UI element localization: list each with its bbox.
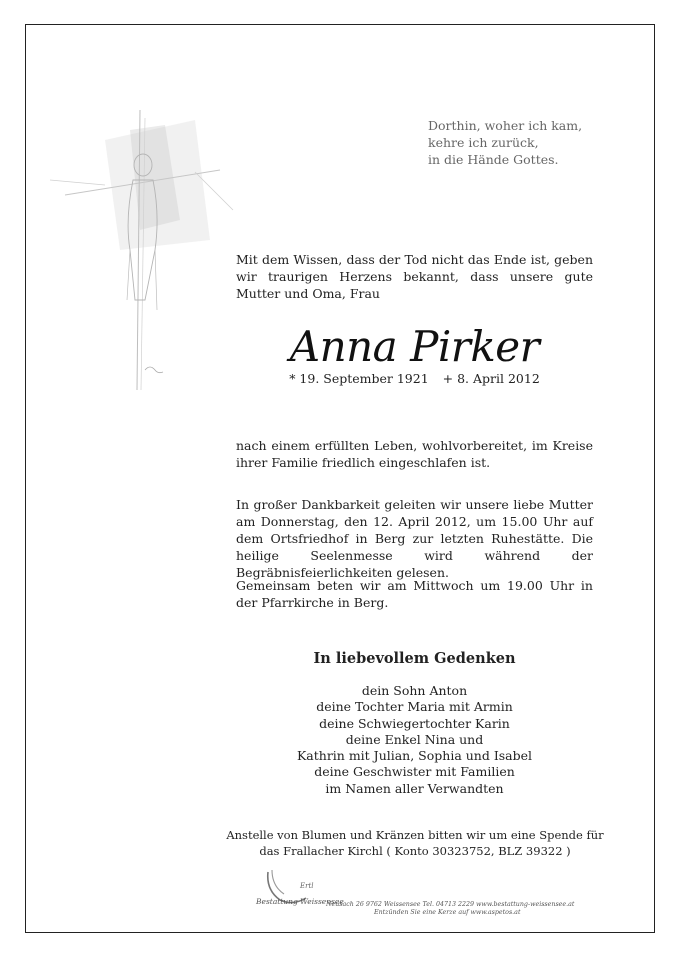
life-dates: [236, 370, 593, 387]
crucifix-sketch: [45, 100, 235, 400]
mourner-line: deine Tochter Maria mit Armin: [316, 699, 513, 715]
funeral-text: In großer Dankbarkeit geleiten wir unsere liebe Mutter am Donnerstag, den 12. April 2012, um 15.00 Uhr auf dem Ortsfriedhof in Berg zur letzten Ruhestätte. Die heilige Seelenmesse wird während der Begräbnisfeierlichkeiten gelesen.: [236, 497, 593, 580]
motto-quote: [428, 117, 648, 168]
donation-line: das Frallacher Kirchl ( Konto 30323752, BLZ 39322 ): [259, 844, 571, 858]
birth-date: * 19. September 1921: [289, 371, 429, 386]
prayer-text: Gemeinsam beten wir am Mittwoch um 19.00 Uhr in der Pfarrkirche in Berg.: [236, 578, 593, 610]
logo-text: Bestattung Weissensee: [256, 897, 344, 906]
mourner-line: deine Schwiegertochter Karin: [319, 715, 510, 731]
donation-line: Anstelle von Blumen und Kränzen bitten wir um eine Spende für: [226, 828, 604, 842]
mourner-line: deine Geschwister mit Familien: [314, 764, 515, 780]
motto-line: Dorthin, woher ich kam,: [428, 118, 583, 133]
motto-line: kehre ich zurück,: [428, 135, 539, 150]
contact-address: Neusach 26 9762 Weissensee Tel. 04713 2229 www.bestattung-weissensee.at: [326, 901, 575, 908]
motto-line: in die Hände Gottes.: [428, 152, 559, 167]
mourner-line: deine Enkel Nina und: [345, 731, 484, 747]
mourners-list: [236, 683, 593, 797]
contact-info: [326, 901, 574, 917]
logo-signature: Ertl: [300, 882, 314, 890]
donation-note: [210, 827, 620, 859]
death-date: + 8. April 2012: [442, 371, 540, 386]
deceased-name: Anna Pirker: [289, 322, 540, 371]
intro-text: Mit dem Wissen, dass der Tod nicht das Ende ist, geben wir traurigen Herzens bekannt, dass unsere gute Mutter und Oma, Frau: [236, 252, 593, 301]
life-text: nach einem erfüllten Leben, wohlvorbereitet, im Kreise ihrer Familie friedlich eingeschlafen ist.: [236, 438, 593, 470]
mourner-line: im Namen aller Verwandten: [325, 780, 504, 796]
mourner-line: Kathrin mit Julian, Sophia und Isabel: [296, 748, 533, 764]
contact-candle-link: Entzünden Sie eine Kerze auf www.aspetos.at: [374, 909, 521, 916]
mourner-line: dein Sohn Anton: [361, 683, 468, 698]
memory-title: In liebevollem Gedenken: [313, 650, 516, 667]
